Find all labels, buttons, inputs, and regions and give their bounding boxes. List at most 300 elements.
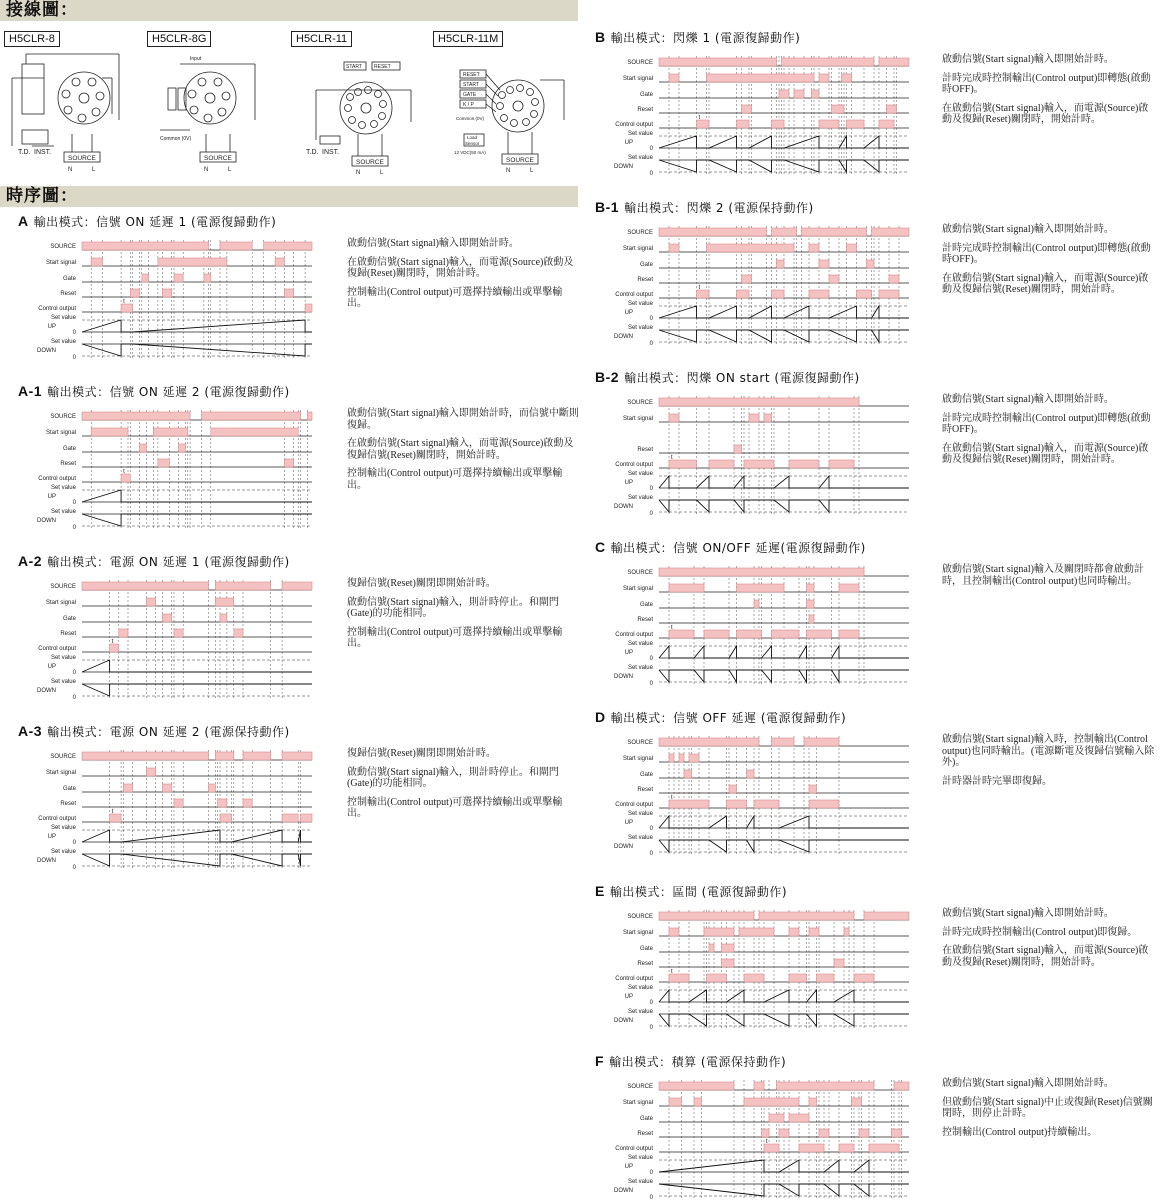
label-down: DOWN	[37, 518, 56, 524]
label-zero-up: 0	[72, 840, 76, 846]
model-label-h5clr-11: H5CLR-11	[291, 31, 352, 47]
section-notes-a3: 復歸信號(Reset)關閉即開始計時。 啟動信號(Start signal)輸入，則計時停止。和閘門(Gate)的功能相同。 控制輸出(Control output)可選擇持續輸出或單擊輸出。	[347, 748, 563, 819]
section-title-b: B 輸出模式：閃爍 1 (電源復歸動作)	[595, 29, 801, 45]
label-set-value-down: Set value	[627, 1009, 653, 1015]
label-down: DOWN	[614, 1188, 633, 1194]
pulse-control-output	[669, 630, 694, 638]
wiring-label-inst: INST.	[34, 149, 52, 156]
signal-label-source: SOURCE	[627, 570, 653, 576]
signal-label-gate: Gate	[62, 616, 76, 622]
section-title-a2: A-2 輸出模式：電源 ON 延遲 1 (電源復歸動作)	[18, 553, 290, 569]
pulse-start-signal	[847, 244, 857, 252]
pulse-start-signal	[91, 258, 103, 266]
label-up: UP	[624, 994, 633, 1000]
up-counter-waveform	[82, 830, 312, 842]
label-zero-up: 0	[649, 146, 653, 152]
pulse-reset	[218, 799, 227, 807]
signal-label-start-signal: Start signal	[45, 430, 76, 436]
wiring-label-common: Common (0V)	[160, 136, 192, 142]
pulse-control-output	[737, 630, 762, 638]
label-up: UP	[47, 324, 56, 330]
pulse-control-output	[857, 290, 872, 298]
signal-label-start-signal: Start signal	[45, 770, 76, 776]
pulse-source	[307, 412, 312, 420]
label-zero-down: 0	[72, 695, 76, 701]
up-counter-waveform	[82, 660, 312, 672]
signal-label-source: SOURCE	[50, 584, 76, 590]
pulse-control-output	[737, 120, 750, 128]
pulse-gate	[769, 1114, 784, 1122]
wiring-diagram-h5clr-11m	[440, 50, 576, 178]
pulse-start-signal	[844, 928, 849, 936]
time-marker-t: t	[671, 969, 673, 975]
pulse-start-signal	[707, 74, 815, 82]
timing-chart-a	[20, 236, 320, 364]
signal-label-gate: Gate	[639, 946, 653, 952]
signal-label-source: SOURCE	[627, 740, 653, 746]
time-marker-t: t	[111, 639, 114, 645]
pulse-start-signal	[91, 428, 128, 436]
label-set-value-down: Set value	[627, 835, 653, 841]
pulse-control-output	[764, 1144, 779, 1152]
pulse-start-signal	[739, 928, 774, 936]
pulse-reset	[163, 289, 172, 297]
timing-chart-b	[597, 52, 917, 180]
pulse-start-signal	[669, 414, 679, 422]
down-counter-waveform	[82, 684, 312, 696]
label-set-value-down: Set value	[627, 155, 653, 161]
wiring-label-common-11m: Common (0V)	[456, 116, 485, 121]
timing-chart-f	[597, 1076, 917, 1204]
pulse-control-output	[744, 460, 774, 468]
pulse-reset	[832, 105, 845, 113]
signal-label-gate: Gate	[62, 786, 76, 792]
timing-chart-a3	[20, 746, 320, 874]
wiring-label-n-11m: N	[506, 168, 511, 174]
pulse-control-output	[110, 814, 122, 822]
signal-label-gate: Gate	[62, 276, 76, 282]
pulse-source	[659, 228, 767, 236]
pulse-gate	[220, 614, 227, 622]
label-set-value-up: Set value	[627, 811, 653, 817]
pulse-start-signal	[694, 1098, 702, 1106]
pulse-reset	[174, 799, 183, 807]
pulse-reset	[284, 289, 293, 297]
down-counter-waveform	[659, 1014, 909, 1026]
signal-label-gate: Gate	[62, 446, 76, 452]
pulse-source	[82, 242, 209, 250]
section-notes-c: 啟動信號(Start signal)輸入及關閉時都會啟動計時，且控制輸出(Control output)也同時輸出。	[942, 564, 1144, 587]
label-zero-up: 0	[649, 1170, 653, 1176]
label-zero-up: 0	[72, 670, 76, 676]
label-set-value-down: Set value	[627, 325, 653, 331]
section-title-b2: B-2 輸出模式：閃爍 ON start (電源復歸動作)	[595, 369, 860, 385]
model-label-h5clr-11m: H5CLR-11M	[433, 31, 503, 47]
label-zero-up: 0	[649, 826, 653, 832]
pulse-reset	[829, 275, 839, 283]
signal-label-reset: Reset	[60, 461, 76, 467]
pulse-gate	[163, 784, 172, 792]
pulse-gate	[123, 784, 132, 792]
signal-label-control-output: Control output	[615, 802, 653, 808]
section-notes-b1: 啟動信號(Start signal)輸入即開始計時。 計時完成時控制輸出(Control output)即轉態(啟動時OFF)。 在啟動信號(Start signal)輸入，而電源(Source)啟動及復歸信號(Reset)關閉時，開始計時。	[942, 224, 1151, 295]
pulse-gate	[867, 260, 875, 268]
signal-label-reset: Reset	[60, 631, 76, 637]
signal-label-reset: Reset	[637, 617, 653, 623]
pulse-control-output	[737, 290, 750, 298]
down-counter-waveform	[659, 840, 909, 852]
label-zero-down: 0	[649, 341, 653, 347]
wiring-label-n: N	[68, 167, 73, 173]
pulse-reset	[722, 959, 735, 967]
pulse-reset	[809, 615, 814, 623]
label-up: UP	[624, 650, 633, 656]
pulse-source	[759, 912, 854, 920]
signal-label-source: SOURCE	[50, 754, 76, 760]
pulse-gate	[209, 784, 216, 792]
label-down: DOWN	[614, 1018, 633, 1024]
section-title-a3: A-3 輸出模式：電源 ON 延遲 2 (電源保持動作)	[18, 723, 290, 739]
pulse-source	[804, 738, 839, 746]
wiring-label-reset-11: RESET	[374, 64, 391, 70]
signal-label-control-output: Control output	[615, 462, 653, 468]
pulse-source	[894, 1082, 909, 1090]
pulse-reset	[243, 799, 252, 807]
pulse-start-signal	[211, 428, 298, 436]
pulse-reset	[119, 629, 128, 637]
time-marker-t: t	[111, 809, 114, 815]
label-zero-down: 0	[72, 865, 76, 871]
pulse-control-output	[809, 290, 829, 298]
pulse-reset	[729, 785, 737, 793]
pulse-start-signal	[146, 768, 155, 776]
pulse-start-signal	[215, 598, 233, 606]
signal-label-reset: Reset	[60, 801, 76, 807]
pulse-control-output	[799, 1144, 824, 1152]
label-set-value-down: Set value	[50, 849, 76, 855]
pulse-source	[82, 582, 209, 590]
pulse-control-output	[879, 290, 899, 298]
signal-label-start-signal: Start signal	[622, 416, 653, 422]
label-set-value-up: Set value	[50, 485, 76, 491]
label-up: UP	[47, 664, 56, 670]
pulse-start-signal	[807, 584, 815, 592]
label-set-value-up: Set value	[50, 825, 76, 831]
section-title-d: D 輸出模式：信號 OFF 延遲 (電源復歸動作)	[595, 709, 847, 725]
signal-label-reset: Reset	[637, 107, 653, 113]
timing-chart-a1	[20, 406, 320, 534]
pulse-start-signal	[669, 1098, 682, 1106]
wiring-label-n-8g: N	[204, 167, 209, 173]
section-notes-b: 啟動信號(Start signal)輸入即開始計時。 計時完成時控制輸出(Control output)即轉態(啟動時OFF)。 在啟動信號(Start signal)輸入，而電源(Source)啟動及復歸(Reset)關閉時，開始計時。	[942, 54, 1151, 125]
time-marker-t: t	[698, 285, 701, 291]
label-set-value-down: Set value	[627, 665, 653, 671]
wiring-label-td-11: T.D.	[306, 149, 319, 156]
pulse-source	[659, 398, 859, 406]
label-set-value-down: Set value	[50, 509, 76, 515]
pulse-control-output	[121, 304, 133, 312]
pulse-source	[202, 412, 301, 420]
pulse-reset	[284, 459, 293, 467]
pulse-reset	[809, 785, 817, 793]
wiring-label-source-8g: SOURCE	[204, 155, 232, 162]
timing-chart-e	[597, 906, 917, 1034]
pulse-gate	[684, 770, 692, 778]
wiring-label-vdc: 12 VDC(50 mA)	[454, 150, 486, 155]
pulse-control-output	[282, 814, 298, 822]
wiring-label-sensor: Sensor	[465, 141, 480, 146]
pulse-source	[772, 228, 797, 236]
label-zero-up: 0	[72, 500, 76, 506]
label-set-value-up: Set value	[627, 301, 653, 307]
wiring-diagram-h5clr-8g	[150, 50, 280, 178]
pulse-control-output	[807, 630, 832, 638]
pulse-start-signal	[669, 74, 679, 82]
signal-label-start-signal: Start signal	[622, 246, 653, 252]
section-notes-f: 啟動信號(Start signal)輸入即開始計時。 但啟動信號(Start signal)中止或復歸(Reset)信號關閉時，則停止計時。 控制輸出(Control output)持續輸出。	[942, 1078, 1153, 1138]
section-notes-a: 啟動信號(Start signal)輸入即開始計時。 在啟動信號(Start signal)輸入，而電源(Source)啟動及復歸(Reset)關閉時，開始計時。 控制輸出(Control output)可選擇持續輸出或單擊輸出。	[347, 238, 574, 309]
label-zero-down: 0	[649, 681, 653, 687]
pulse-source	[754, 1082, 764, 1090]
pulse-source	[243, 752, 271, 760]
pulse-reset	[834, 959, 844, 967]
pulse-reset	[887, 105, 897, 113]
pulse-control-output	[829, 460, 854, 468]
pulse-control-output	[809, 800, 839, 808]
pulse-start-signal	[707, 244, 795, 252]
wiring-label-reset-11m: RESET	[463, 72, 480, 78]
pulse-gate	[794, 90, 804, 98]
wiring-label-l-8g: L	[228, 167, 232, 173]
pulse-source	[215, 582, 270, 590]
pulse-source	[659, 912, 754, 920]
label-down: DOWN	[37, 858, 56, 864]
pulse-source	[659, 58, 777, 66]
pulse-source	[264, 242, 312, 250]
signal-label-control-output: Control output	[38, 306, 76, 312]
signal-label-control-output: Control output	[615, 976, 653, 982]
pulse-control-output	[839, 1144, 854, 1152]
section-notes-e: 啟動信號(Start signal)輸入即開始計時。 計時完成時控制輸出(Control output)即復歸。 在啟動信號(Start signal)輸入，而電源(Source)啟動及復歸(Reset)關閉時，開始計時。	[942, 908, 1149, 968]
label-set-value-up: Set value	[627, 641, 653, 647]
pulse-reset	[734, 445, 742, 453]
label-zero-down: 0	[72, 355, 76, 361]
pulse-control-output	[220, 814, 232, 822]
wiring-label-l: L	[92, 167, 96, 173]
pulse-control-output	[121, 474, 130, 482]
wiring-label-source: SOURCE	[68, 155, 96, 162]
pulse-gate	[789, 1114, 809, 1122]
pulse-control-output	[669, 800, 709, 808]
label-down: DOWN	[614, 674, 633, 680]
pulse-control-output	[772, 630, 800, 638]
label-zero-up: 0	[649, 1000, 653, 1006]
pulse-source	[82, 412, 190, 420]
signal-label-source: SOURCE	[627, 914, 653, 920]
pulse-start-signal	[749, 414, 759, 422]
signal-label-gate: Gate	[639, 772, 653, 778]
label-down: DOWN	[614, 504, 633, 510]
section-title-f: F 輸出模式：積算 (電源保持動作)	[595, 1053, 787, 1069]
pulse-gate	[179, 444, 186, 452]
wiring-label-n-11: N	[356, 170, 361, 176]
wiring-label-l-11m: L	[530, 168, 534, 174]
pulse-reset	[234, 629, 243, 637]
signal-label-start-signal: Start signal	[622, 76, 653, 82]
section-title-a: A 輸出模式：信號 ON 延遲 1 (電源復歸動作)	[18, 213, 277, 229]
signal-label-source: SOURCE	[627, 400, 653, 406]
signal-label-reset: Reset	[637, 961, 653, 967]
label-zero-down: 0	[649, 1025, 653, 1031]
pulse-control-output	[854, 974, 874, 982]
pulse-source	[802, 228, 867, 236]
up-counter-waveform	[659, 816, 909, 828]
section-title-a1: A-1 輸出模式：信號 ON 延遲 2 (電源復歸動作)	[18, 383, 290, 399]
pulse-start-signal	[669, 754, 674, 762]
pulse-gate	[174, 274, 183, 282]
up-counter-waveform	[82, 320, 312, 332]
wiring-label-input: Input	[190, 56, 202, 62]
pulse-control-output	[869, 1144, 899, 1152]
pulse-control-output	[301, 814, 313, 822]
signal-label-source: SOURCE	[627, 230, 653, 236]
label-zero-up: 0	[72, 330, 76, 336]
label-set-value-down: Set value	[50, 679, 76, 685]
pulse-control-output	[707, 974, 727, 982]
pulse-control-output	[817, 974, 835, 982]
pulse-source	[777, 1082, 875, 1090]
label-down: DOWN	[614, 334, 633, 340]
pulse-source	[782, 58, 875, 66]
pulse-start-signal	[679, 754, 684, 762]
pulse-control-output	[744, 974, 764, 982]
signal-label-start-signal: Start signal	[622, 586, 653, 592]
pulse-control-output	[727, 800, 747, 808]
model-label-h5clr-8: H5CLR-8	[4, 31, 60, 47]
pulse-start-signal	[146, 598, 155, 606]
signal-label-source: SOURCE	[627, 1084, 653, 1090]
wiring-label-load: Load	[467, 135, 478, 140]
signal-label-source: SOURCE	[50, 414, 76, 420]
pulse-gate	[140, 444, 147, 452]
pulse-control-output	[709, 460, 734, 468]
wiring-label-start-11m: START	[463, 82, 479, 88]
label-set-value-up: Set value	[627, 985, 653, 991]
pulse-start-signal	[275, 258, 284, 266]
signal-label-control-output: Control output	[615, 122, 653, 128]
pulse-control-output	[110, 644, 119, 652]
pulse-control-output	[669, 974, 689, 982]
wiring-diagram-h5clr-8	[4, 50, 134, 178]
label-set-value-up: Set value	[627, 471, 653, 477]
pulse-control-output	[697, 120, 710, 128]
wiring-header: 接線圖：	[6, 0, 78, 20]
pulse-control-output	[847, 120, 865, 128]
time-marker-t: t	[671, 795, 673, 801]
pulse-control-output	[839, 630, 859, 638]
pulse-start-signal	[789, 928, 799, 936]
signal-label-gate: Gate	[639, 602, 653, 608]
label-up: UP	[624, 310, 633, 316]
pulse-start-signal	[809, 1098, 817, 1106]
signal-label-control-output: Control output	[615, 292, 653, 298]
pulse-control-output	[772, 120, 785, 128]
pulse-start-signal	[737, 584, 785, 592]
section-title-e: E 輸出模式：區間 (電源復歸動作)	[595, 883, 788, 899]
label-set-value-up: Set value	[50, 315, 76, 321]
signal-label-start-signal: Start signal	[45, 600, 76, 606]
down-counter-waveform	[82, 514, 312, 526]
timing-chart-b2	[597, 392, 917, 520]
pulse-gate	[204, 274, 211, 282]
wiring-label-source-11m: SOURCE	[506, 157, 534, 164]
signal-label-control-output: Control output	[38, 816, 76, 822]
pulse-source	[282, 752, 312, 760]
pulse-reset	[742, 105, 752, 113]
timing-header-bar	[0, 186, 578, 207]
pulse-source	[82, 752, 209, 760]
pulse-source	[659, 1082, 734, 1090]
pulse-gate	[722, 944, 735, 952]
label-zero-down: 0	[649, 171, 653, 177]
pulse-start-signal	[158, 258, 227, 266]
time-marker-t: t	[671, 625, 673, 631]
pulse-reset	[819, 1129, 829, 1137]
signal-label-reset: Reset	[637, 1131, 653, 1137]
pulse-start-signal	[764, 414, 772, 422]
wiring-label-td: T.D.	[18, 149, 31, 156]
signal-label-control-output: Control output	[615, 1146, 653, 1152]
section-title-b1: B-1 輸出模式：閃爍 2 (電源保持動作)	[595, 199, 814, 215]
model-label-h5clr-8g: H5CLR-8G	[147, 31, 211, 47]
pulse-reset	[779, 1129, 789, 1137]
down-counter-waveform	[82, 854, 312, 866]
pulse-start-signal	[839, 584, 859, 592]
time-marker-t: t	[698, 115, 701, 121]
pulse-gate	[163, 614, 172, 622]
label-set-value-down: Set value	[627, 1179, 653, 1185]
label-zero-up: 0	[649, 656, 653, 662]
signal-label-start-signal: Start signal	[622, 756, 653, 762]
pulse-source	[872, 228, 910, 236]
pulse-control-output	[697, 290, 710, 298]
pulse-control-output	[789, 974, 807, 982]
label-down: DOWN	[614, 844, 633, 850]
pulse-start-signal	[669, 928, 679, 936]
pulse-start-signal	[669, 584, 704, 592]
signal-label-gate: Gate	[639, 92, 653, 98]
signal-label-start-signal: Start signal	[45, 260, 76, 266]
signal-label-gate: Gate	[639, 262, 653, 268]
pulse-start-signal	[809, 244, 819, 252]
signal-label-source: SOURCE	[627, 60, 653, 66]
timing-chart-c	[597, 562, 917, 690]
pulse-control-output	[704, 630, 729, 638]
pulse-reset	[889, 275, 899, 283]
signal-label-gate: Gate	[639, 1116, 653, 1122]
label-up: UP	[47, 494, 56, 500]
down-counter-waveform	[82, 344, 312, 356]
pulse-gate	[807, 600, 815, 608]
wiring-label-source-11: SOURCE	[356, 159, 384, 166]
signal-label-reset: Reset	[60, 291, 76, 297]
label-zero-up: 0	[649, 316, 653, 322]
signal-label-control-output: Control output	[615, 632, 653, 638]
signal-label-start-signal: Start signal	[622, 930, 653, 936]
pulse-start-signal	[689, 754, 699, 762]
pulse-gate	[709, 944, 714, 952]
pulse-control-output	[879, 120, 894, 128]
